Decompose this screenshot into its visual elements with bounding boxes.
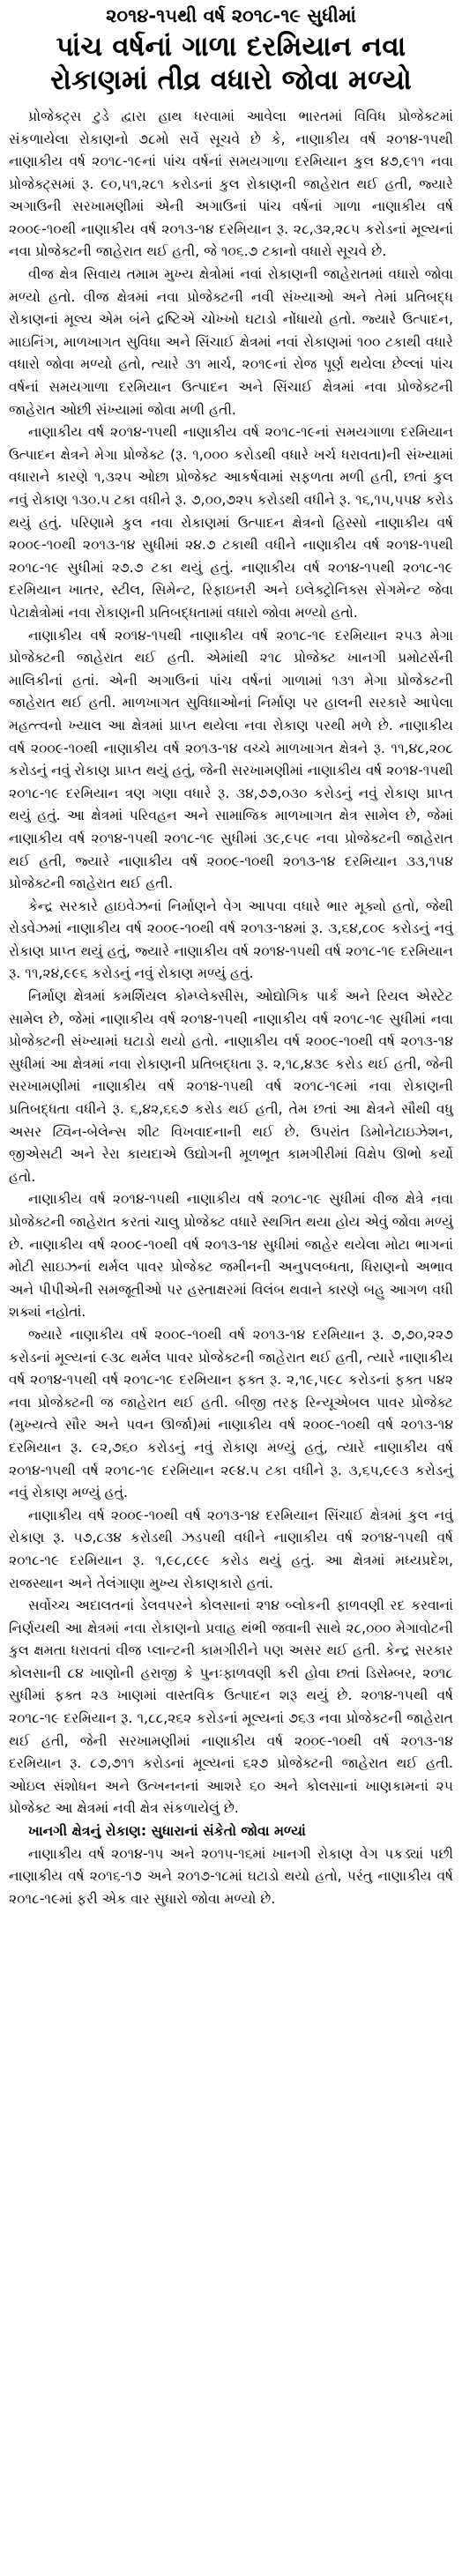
headline-line-2: રોકાણમાં તીવ્ર વધારો જોવા મળ્યો [50,64,412,97]
article-paragraph: નિર્માણ ક્ષેત્રમાં કમર્શિયલ કોમ્પ્લેક્સીસ, ઓદ્યોગિક પાર્ક અને રિયલ એસ્ટેટ સામેલ છે, જેમાં નાણાકીય વર્ષ ૨૦૧૪-૧૫થી નાણાકીય વર્ષ ૨૦૧૮-૧૯ સુધીમાં નવા પ્રોજેક્ટની સંખ્યામાં ઘટાડો થયો હતો. નાણાકીય વર્ષ ૨૦૦૯-૧૦થી વર્ષ ૨૦૧૩-૧૪ સુધીમાં આ ક્ષેત્રમાં નવા રોકાણની પ્રતિબદ્ધતા રૂ. ૨,૧૮,૪૩૯ કરોડ થઈ હતી, જેની સરખામણીમાં નાણાકીય વર્ષ ૨૦૧૪-૧૫થી વર્ષ ૨૦૧૮-૧૯માં નવા રોકાણની પ્રતિબદ્ધતા વધીને રૂ. ૬,૪૨,૬૬૭ કરોડ થઈ હતી, તેમ છતાં આ ક્ષેત્રને સૌથી વધુ અસર ટ્વિન-બેલેન્સ શીટ વિખવાદનાની થઈ છે. ઉપરાંત ડિમોનેટાઇઝેશન, જીએસટી અને રેરા કાયદાએ ઉદ્યોગની મૂળભૂત કામગીરીમાં વિક્ષેપ ઊભો કર્યો હતો. [9,988,453,1185]
article-paragraph: નાણાકીય વર્ષ ૨૦૧૪-૧૫થી નાણાકીય વર્ષ ૨૦૧૮-૧૯ દરમિયાન ૨૫૩ મેગા પ્રોજેક્ટની જાહેરાત થઈ હતી. એમાંથી ૨૧૮ પ્રોજેક્ટ ખાનગી પ્રમોટર્સની માલિકીનાં હતાં. એની અગાઉનાં પાંચ વર્ષનાં ગાળામાં ૧૩૧ મેગા પ્રોજેક્ટની જાહેરાત થઈ હતી. માળખાગત સુવિધાઓનાં નિર્માણ પર હાલની સરકારે આપેલા મહત્ત્વનો ખ્યાલ આ ક્ષેત્રમાં પ્રાપ્ત થયેલા નવા રોકાણ પરથી મળે છે. નાણાકીય વર્ષ ૨૦૦૯-૧૦થી નાણાકીય વર્ષ ૨૦૧૩-૧૪ વચ્ચે માળખાગત ક્ષેત્રને રૂ. ૧૧,૪૮,૨૦૮ કરોડનું નવું રોકાણ પ્રાપ્ત થયું હતું, જેની સરખામણીમાં નાણાકીય વર્ષ ૨૦૧૪-૧૫થી ૨૦૧૮-૧૯ દરમિયાન ત્રણ ગણા વધારે રૂ. ૩૪,૭૭,૦૩૦ કરોડનું નવું રોકાણ પ્રાપ્ત થયું હતું. આ ક્ષેત્રમાં પરિવહન અને સામાજિક માળખાગત ક્ષેત્ર સામેલ છે, જેમાં નાણાકીય વર્ષ ૨૦૧૪-૧૫થી ૨૦૧૮-૧૯ સુધીમાં ૩૯,૯૫૯ નવા પ્રોજેક્ટની જાહેરાત થઈ હતી, જ્યારે નાણાકીય વર્ષ ૨૦૦૯-૧૦થી ૨૦૧૩-૧૪ દરમિયાન ૩૩,૧૫૪ પ્રોજેક્ટની જાહેરાત થઈ હતી. [9,627,453,892]
article-paragraph: નાણાકીય વર્ષ ૨૦૦૯-૧૦થી વર્ષ ૨૦૧૩-૧૪ દરમિયાન સિંચાઈ ક્ષેત્રમાં કુલ નવું રોકાણ રૂ. ૫૭,૮૩૪ કરોડથી ઝડપથી વધીને નાણાકીય વર્ષ ૨૦૧૪-૧૫થી વર્ષ ૨૦૧૮-૧૯ દરમિયાન રૂ. ૧,૯૮,૮૯૯ કરોડ થયું હતું. આ ક્ષેત્રમાં મધ્યપ્રદેશ, રાજસ્થાન અને તેલંગાણા મુખ્ય રોકાણકારો હતાં. [9,1507,453,1591]
headline-block [9,5,453,97]
headline-line-1: પાંચ વર્ષનાં ગાળા દરમિયાન નવા [56,30,406,63]
article-paragraph: સર્વોચ્ચ અદાલતનાં ડેલવપરને કોલસાનાં ૨૧૪ બ્લોકની ફાળવણી રદ કરવાનાં નિર્ણયથી આ ક્ષેત્રમાં નવા રોકાણનો પ્રવાહ થંભી જવાની સાથે ૨૮,૦૦૦ મેગાવોટની કુલ ક્ષમતા ધરાવતાં વીજ પ્લાન્ટની કામગીરીને પણ અસર થઈ હતી. કેન્દ્ર સરકાર કોલસાની ૮૪ ખાણોની હરાજી કે પુનઃફાળવણી કરી હોવા છતાં ડિસેમ્બર, ૨૦૧૮ સુધીમાં ફક્ત ૨૩ ખાણમાં વાસ્તવિક ઉત્પાદન શરૂ થયું છે. ૨૦૧૪-૧૫થી વર્ષ ૨૦૧૮-૧૯ દરમિયાન રૂ. ૧,૮૮,૨૬૨ કરોડનાં મૂલ્યનાં ૭૬૩ નવા પ્રોજેક્ટની જાહેરાત થઈ હતી, જેની સરખામણીમાં નાણાકીય વર્ષ ૨૦૦૯-૧૦થી વર્ષ ૨૦૧૩-૧૪ દરમિયાન રૂ. ૮૭,૭૧૧ કરોડનાં મૂલ્યનાં ૬૨૭ પ્રોજેક્ટની જાહેરાત થઈ હતી. ઓઇલ સંશોધન અને ઉત્ખનનનાં આશરે ૬૦ અને કોલસાનાં ખાણકામનાં ૨૫ પ્રોજેક્ટ આ ક્ષેત્રમાં નવી ક્ષેત્ર સંકળાયેલું છે. [9,1597,453,1817]
article-paragraph: પ્રોજેક્ટ્સ ટુડે દ્વારા હાથ ધરવામાં આવેલા ભારતમાં વિવિધ પ્રોજેક્ટમાં સંકળાયેલા રોકાણનો ૭૮મો સર્વે સૂચવે છે કે, નાણાકીય વર્ષ ૨૦૧૪-૧૫થી નાણાકીય વર્ષ ૨૦૧૮-૧૯નાં પાંચ વર્ષનાં સમયગાળા દરમિયાન કુલ ૪૭,૯૧૧ નવા પ્રોજેક્ટ્સમાં રૂ. ૯૦,૫૧,૨૮૧ કરોડનાં કુલ રોકાણની જાહેરાત થઈ હતી, જ્યારે અગાઉની સરખામણીમાં એની અગાઉનાં પાંચ વર્ષનાં ગાળા નાણાકીય વર્ષ ૨૦૦૯-૧૦થી નાણાકીય વર્ષ ૨૦૧૩-૧૪ દરમિયાન રૂ. ૨૮,૩૨,૨૮૫ કરોડનાં મૂલ્યનાં નવા પ્રોજેક્ટની જાહેરાત થઈ હતી, જે ૧૦૬.૭ ટકાનો વધારો સૂચવે છે. [9,108,453,260]
article-paragraph: વીજ ક્ષેત્ર સિવાય તમામ મુખ્ય ક્ષેત્રોમાં નવાં રોકાણની જાહેરાતમાં વધારો જોવા મળ્યો હતો. વીજ ક્ષેત્રમાં નવા પ્રોજેક્ટની નવી સંખ્યાઓ અને તેમાં પ્રતિબદ્ધ રોકાણનાં મૂલ્ય એમ બંને દ્રષ્ટિએ ચોખ્ખો ઘટાડો નોંધાયો હતો. જ્યારે ઉત્પાદન, માઇનિંગ, માળખાગત સુવિધા અને સિંચાઈ ક્ષેત્રમાં નવાં રોકાણમાં ૧૦૦ ટકાથી વધારે વધારો જોવા મળ્યો હતો, ત્યારે ૩૧ માર્ચ, ૨૦૧૯નાં રોજ પૂર્ણ થયેલા છેલ્લાં પાંચ વર્ષનાં સમયગાળા દરમિયાન ઉત્પાદન અને સિંચાઈ ક્ષેત્રમાં નવા પ્રોજેક્ટની જાહેરાત ઓછી સંખ્યામાં જોવા મળી હતી. [9,266,453,418]
article-paragraph: કેન્દ્ર સરકારે હાઇવેઝનાં નિર્માણને વેગ આપવા વધારે ભાર મૂક્યો હતો, જેથી રોડવેઝમાં નાણાકીય વર્ષ ૨૦૦૯-૧૦થી વર્ષ ૨૦૧૩-૧૪માં રૂ. ૩,૬૪,૮૦૯ કરોડનું નવું રોકાણ પ્રાપ્ત થયું હતું, જ્યારે નાણાકીય વર્ષ ૨૦૧૪-૧૫થી વર્ષ ૨૦૧૮-૧૯ દરમિયાન રૂ. ૧૧,૨૪,૯૯૬ કરોડનું નવું રોકાણ મળ્યું હતું. [9,897,453,982]
article-subheading: ખાનગી ક્ષેત્રનું રોકાણ: સુધારાનાં સંકેતો જોવા મળ્યાં [28,1823,306,1840]
article-paragraph: નાણાકીય વર્ષ ૨૦૧૪-૧૫થી નાણાકીય વર્ષ ૨૦૧૮-૧૯ સુધીમાં વીજ ક્ષેત્રે નવા પ્રોજેક્ટની જાહેરાત કરતાં ચાલુ પ્રોજેક્ટ વધારે સ્થગિત થયા હોય એવું જોવા મળ્યું છે. નાણાકીય વર્ષ ૨૦૦૯-૧૦થી વર્ષ ૨૦૧૩-૧૪ સુધીમાં જાહેર થયેલા મોટા ભાગનાં મોટી સાઇઝનાં થર્મલ પાવર પ્રોજેક્ટ જમીનની અનુપલબ્ધતા, ધિરાણનો અભાવ અને પીપીએની સમજૂતીઓ પર હસ્તાક્ષરમાં વિલંબ થવાને કારણે બહુ આગળ વધી શક્યાં નહોતાં. [9,1191,453,1321]
article-paragraph: નાણાકીય વર્ષ ૨૦૧૪-૧૫થી નાણાકીય વર્ષ ૨૦૧૮-૧૯નાં સમયગાળા દરમિયાન ઉત્પાદન ક્ષેત્રને મેગા પ્રોજેક્ટ (રૂ. ૧,૦૦૦ કરોડથી વધારે ખર્ચ ધરાવતા)ની સંખ્યામાં વધારાને કારણે ૧,૩૨૫ ઓછા પ્રોજેક્ટ આકર્ષવામાં સફળતા મળી હતી, છતાં કુલ નવું રોકાણ ૧૩૦.૫ ટકા વધીને રૂ. ૭,૦૦,૭૨૫ કરોડથી વધીને રૂ. ૧૬,૧૫,૫૫૪ કરોડ થયું હતું. પરિણામે કુલ નવા રોકાણમાં ઉત્પાદન ક્ષેત્રનો હિસ્સો નાણાકીય વર્ષ ૨૦૦૯-૧૦થી ૨૦૧૩-૧૪ સુધીમાં ૨૪.૭ ટકાથી વધીને નાણાકીય વર્ષ ૨૦૧૪-૧૫થી ૨૦૧૮-૧૯ સુધીમાં ૨૭.૭ ટકા થયું હતું. નાણાકીય વર્ષ ૨૦૧૪-૧૫થી ૨૦૧૮-૧૯ દરમિયાન ખાતર, સ્ટીલ, સિમેન્ટ, રિફાઇનરી અને ઇલેક્ટ્રોનિક્સ સેગમેન્ટ જેવા પેટાક્ષેત્રોમાં નવા રોકાણની પ્રતિબદ્ધતામાં વધારો જોવા મળ્યો હતો. [9,424,453,621]
article-paragraph: નાણાકીય વર્ષ ૨૦૧૪-૧૫ અને ૨૦૧૫-૧૬માં ખાનગી રોકાણ વેગ પકડ્યાં પછી નાણાકીય વર્ષ ૨૦૧૬-૧૭ અને ૨૦૧૭-૧૮માં ઘટાડો થયો હતો, પરંતુ નાણાકીય વર્ષ ૨૦૧૮-૧૯માં ફરી એક વાર સુધારો જોવા મળ્યો છે. [9,1845,453,1907]
article-body [9,106,453,1911]
headline-kicker: ૨૦૧૪-૧૫થી વર્ષ ૨૦૧૮-૧૯ સુધીમાં [106,5,356,26]
article-paragraph: જ્યારે નાણાકીય વર્ષ ૨૦૦૯-૧૦થી વર્ષ ૨૦૧૩-૧૪ દરમિયાન રૂ. ૭,૭૦,૨૨૭ કરોડનાં મૂલ્યનાં ૯૩૮ થર્મલ પાવર પ્રોજેક્ટની જાહેરાત થઈ હતી, ત્યારે નાણાકીય વર્ષ ૨૦૧૪-૧૫થી વર્ષ ૨૦૧૮-૧૯ દરમિયાન ફક્ત રૂ. ૨,૧૯,૫૯૮ કરોડનાં ફક્ત ૫૪૨ નવા પ્રોજેક્ટની જ જાહેરાત થઈ હતી. બીજી તરફ રિન્યૂએબલ પાવર પ્રોજેક્ટ (મુખ્યત્વે સૌર અને પવન ઊર્જા)માં નાણાકીય વર્ષ ૨૦૦૯-૧૦થી વર્ષ ૨૦૧૩-૧૪ દરમિયાન રૂ. ૯૨,૭૬૦ કરોડનું નવું રોકાણ મળ્યું હતું, ત્યારે નાણાકીય વર્ષ ૨૦૧૪-૧૫થી વર્ષ ૨૦૧૮-૧૯ દરમિયાન ૨૯૪.૫ ટકા વધીને રૂ. ૩,૬૫,૯૯૩ કરોડનું નવું રોકાણ મળ્યું હતું. [9,1326,453,1501]
